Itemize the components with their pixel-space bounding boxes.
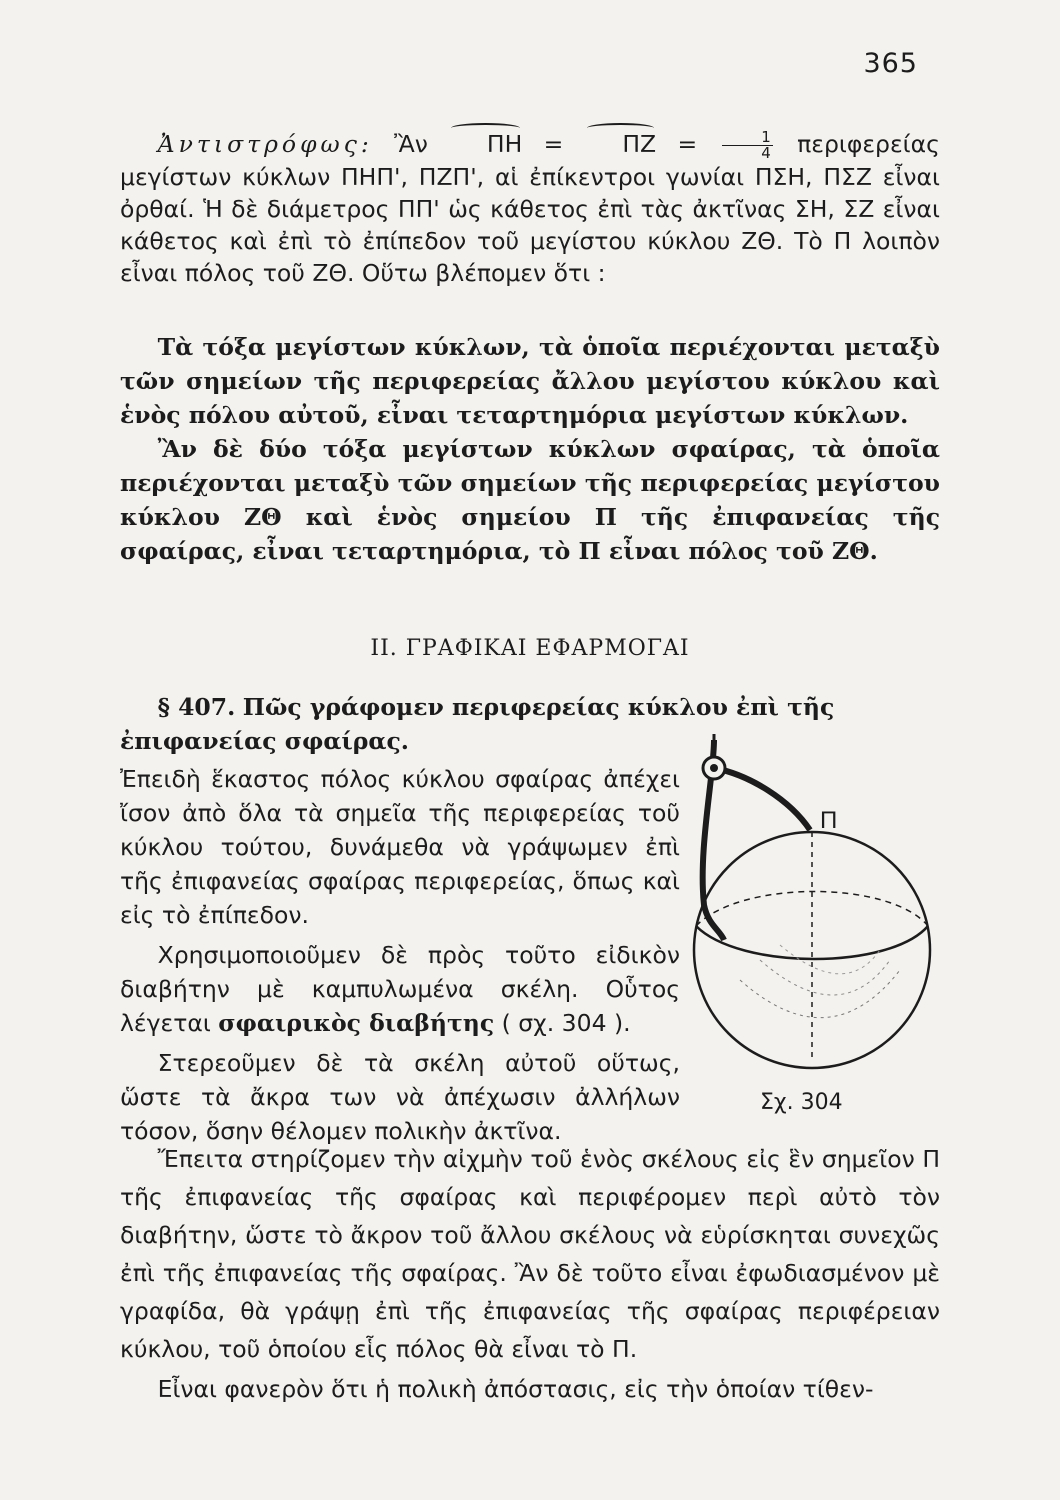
compass-leg-right: [714, 768, 810, 830]
para-4: Ἔπειτα στηρίζομεν τὴν αἰχμὴν τοῦ ἑνὸς σκέλους εἰς ἓν σημεῖον Π τῆς ἐπιφανείας τῆς σφαίρας καὶ περιφέρομεν περὶ αὐτὸ τὸν διαβήτην, ὥστε τὸ ἄκρον τοῦ ἄλλου σκέλους νὰ εὑρίσκηται συνεχῶς ἐπὶ τῆς ἐπιφανείας τῆς σφαίρας. Ἂν δὲ τοῦτο εἶναι ἐφωδιασμένον μὲ γραφίδα, θὰ γράψῃ ἐπὶ τῆς ἐπιφανείας τῆς σφαίρας περιφέρειαν κύκλου, τοῦ ὁποίου εἷς πόλος θὰ εἶναι τὸ Π.: [120, 1145, 940, 1363]
theorem-block: [120, 330, 940, 568]
theorem-1: Τὰ τόξα μεγίστων κύκλων, τὰ ὁποῖα περιέχονται μεταξὺ τῶν σημείων τῆς περιφερείας ἄλλου μεγίστου κύκλου καὶ ἑνὸς πόλου αὐτοῦ, εἶναι τεταρτημόρια μεγίστων κύκλων.: [120, 333, 940, 429]
section-number: § 407.: [157, 693, 236, 721]
spherical-compass-term: σφαιρικὸς διαβήτης: [218, 1009, 495, 1037]
converse-paragraph: [120, 128, 940, 289]
para-2: Χρησιμοποιοῦμεν δὲ πρὸς τοῦτο εἰδικὸν διαβήτην μὲ καμπυλωμένα σκέλη. Οὗτος λέγεται σφαιρικὸς διαβήτης ( σχ. 304 ).: [120, 941, 680, 1037]
figure-spherical-compass: [680, 730, 960, 1140]
fraction-one-quarter: $\frac{1}{4}$: [722, 130, 773, 161]
pole-label: Π: [820, 807, 838, 834]
para-1: Ἐπειδὴ ἕκαστος πόλος κύκλου σφαίρας ἀπέχει ἴσον ἀπὸ ὅλα τὰ σημεῖα τῆς περιφερείας τοῦ κύκλου τούτου, δυνάμεθα νὰ γράψωμεν ἐπὶ τῆς ἐπιφανείας σφαίρας περιφερείας, ὅπως καὶ εἰς τὸ ἐπίπεδον.: [120, 765, 680, 929]
section-407-body: [120, 762, 680, 1148]
converse-text: Ἀντιστρόφως: Ἂν ΠΗ = ΠΖ = $\frac{1}{4}$ περιφερείας μεγίστων κύκλων ΠΗΠ', ΠΖΠ', αἱ ἐπίκεντροι γωνίαι ΠΣΗ, ΠΣΖ εἶναι ὀρθαί. Ἡ δὲ διάμετρος ΠΠ' ὡς κάθετος ἐπὶ τὰς ἀκτῖνας ΣΗ, ΣΖ εἶναι κάθετος καὶ ἐπὶ τὸ ἐπίπεδον τοῦ μεγίστου κύκλου ΖΘ. Τὸ Π λοιπὸν εἶναι πόλος τοῦ ΖΘ. Οὕτω βλέπομεν ὅτι :: [120, 128, 940, 287]
page-number: 365: [863, 48, 918, 79]
arc-pz: ΠΖ: [585, 128, 656, 160]
para-3: Στερεοῦμεν δὲ τὰ σκέλη αὐτοῦ οὕτως, ὥστε τὰ ἄκρα των νὰ ἀπέχωσιν ἀλλήλων τόσον, ὅσην θέλομεν πολικὴν ἀκτῖνα.: [120, 1049, 680, 1145]
theorem-2: Ἂν δὲ δύο τόξα μεγίστων κύκλων σφαίρας, τὰ ὁποῖα περιέχονται μεταξὺ τῶν σημείων τῆς περιφερείας μεγίστου κύκλου ΖΘ καὶ ἑνὸς σημείου Π τῆς ἐπιφανείας τῆς σφαίρας, εἶναι τεταρτημόρια, τὸ Π εἶναι πόλος τοῦ ΖΘ.: [120, 435, 940, 565]
figure-caption: Σχ. 304: [760, 1090, 843, 1115]
arc-ph: ΠΗ: [449, 128, 522, 160]
section-heading: ΙΙ. ΓΡΑΦΙΚΑΙ ΕΦΑΡΜΟΓΑΙ: [370, 636, 690, 661]
para-5: Εἶναι φανερὸν ὅτι ἡ πολικὴ ἀπόστασις, εἰς τὴν ὁποίαν τίθεν-: [157, 1375, 874, 1403]
converse-lead: Ἀντιστρόφως:: [157, 130, 373, 158]
section-title: Πῶς γράφομεν περιφερείας κύκλου ἐπὶ τῆς ἐπιφανείας σφαίρας.: [120, 693, 835, 755]
bottom-text: [120, 1140, 940, 1408]
